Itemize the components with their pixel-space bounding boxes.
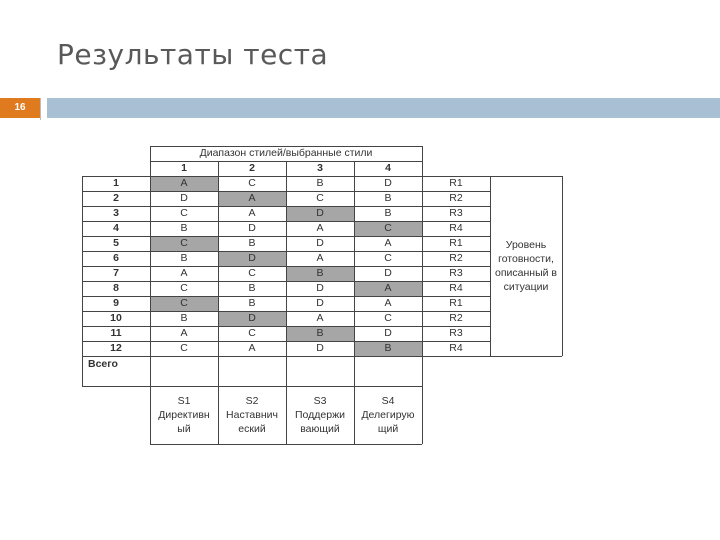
grid-line: [150, 146, 422, 147]
row-number: 9: [113, 297, 119, 310]
readiness-side-label: Уровень готовности, описанный в ситуации: [495, 238, 557, 294]
readiness-level: R2: [449, 192, 463, 205]
grid-line: [354, 161, 355, 444]
table-cell: B: [384, 192, 392, 205]
grid-line: [286, 161, 287, 444]
grid-line: [490, 356, 562, 357]
grid-line: [218, 161, 219, 444]
readiness-level: R4: [449, 342, 463, 355]
row-number: 5: [113, 237, 119, 250]
table-cell: D: [384, 327, 392, 340]
row-number: 12: [110, 342, 122, 355]
grid-line: [150, 146, 151, 444]
row-number: 4: [113, 222, 119, 235]
table-cell: D: [316, 282, 324, 295]
table-cell-selected: A: [354, 281, 422, 296]
table-cell: A: [316, 252, 324, 265]
grid-line: [82, 176, 83, 386]
row-number: 1: [113, 177, 119, 190]
table-cell: A: [180, 267, 188, 280]
readiness-level: R4: [449, 222, 463, 235]
table-cell-selected: C: [150, 296, 218, 311]
style-label: S4 Делегирую щий: [361, 394, 415, 436]
range-header: Диапазон стилей/выбранные стили: [199, 147, 373, 160]
table-cell: A: [316, 312, 324, 325]
col-header: 3: [317, 162, 323, 175]
table-cell: B: [248, 237, 256, 250]
table-cell: C: [384, 312, 392, 325]
table-cell: B: [180, 252, 188, 265]
row-number: 2: [113, 192, 119, 205]
divider-line: [40, 98, 41, 120]
slide-number: 16: [0, 98, 40, 118]
table-cell: B: [248, 282, 256, 295]
table-cell-selected: A: [150, 176, 218, 191]
table-cell: D: [248, 222, 256, 235]
readiness-level: R3: [449, 327, 463, 340]
style-label: S2 Наставнич еский: [226, 394, 278, 436]
table-cell: C: [248, 267, 256, 280]
grid-line: [490, 176, 491, 356]
table-cell: D: [384, 267, 392, 280]
readiness-level: R4: [449, 282, 463, 295]
col-header: 4: [385, 162, 391, 175]
table-cell-selected: A: [218, 191, 286, 206]
readiness-level: R3: [449, 267, 463, 280]
grid-line: [562, 176, 563, 356]
table-cell: A: [384, 297, 392, 310]
table-cell: D: [316, 342, 324, 355]
table-cell: A: [180, 327, 188, 340]
table-cell: C: [248, 177, 256, 190]
readiness-level: R1: [449, 297, 463, 310]
readiness-level: R1: [449, 177, 463, 190]
row-number: 7: [113, 267, 119, 280]
grid-line: [422, 146, 423, 444]
table-cell-selected: C: [354, 221, 422, 236]
table-cell-selected: B: [286, 266, 354, 281]
grid-line: [150, 444, 422, 445]
table-cell-selected: C: [150, 236, 218, 251]
readiness-level: R2: [449, 252, 463, 265]
col-header: 1: [181, 162, 187, 175]
table-cell: C: [180, 342, 188, 355]
table-cell: D: [316, 297, 324, 310]
table-cell: D: [384, 177, 392, 190]
row-number: 8: [113, 282, 119, 295]
table-cell: B: [180, 312, 188, 325]
table-cell: B: [384, 207, 392, 220]
style-label: S3 Поддержи вающий: [295, 394, 345, 436]
table-cell: B: [248, 297, 256, 310]
accent-bar: [47, 98, 720, 118]
col-header: 2: [249, 162, 255, 175]
table-cell: C: [180, 282, 188, 295]
table-cell-selected: D: [218, 311, 286, 326]
row-number: 10: [110, 312, 122, 325]
table-cell: A: [384, 237, 392, 250]
grid-line: [82, 386, 422, 387]
style-label: S1 Директивн ый: [158, 394, 210, 436]
table-cell: B: [180, 222, 188, 235]
table-cell: D: [316, 237, 324, 250]
readiness-level: R1: [449, 237, 463, 250]
table-cell-selected: B: [286, 326, 354, 341]
table-cell: C: [316, 192, 324, 205]
table-cell: A: [248, 207, 256, 220]
table-cell-selected: B: [354, 341, 422, 356]
table-cell: C: [248, 327, 256, 340]
table-cell: A: [316, 222, 324, 235]
slide-title: Результаты теста: [57, 38, 329, 71]
total-label: Всего: [88, 357, 118, 370]
table-cell: C: [384, 252, 392, 265]
table-cell-selected: D: [218, 251, 286, 266]
row-number: 3: [113, 207, 119, 220]
readiness-level: R3: [449, 207, 463, 220]
table-cell: D: [180, 192, 188, 205]
readiness-level: R2: [449, 312, 463, 325]
table-cell: B: [316, 177, 324, 190]
table-cell: C: [180, 207, 188, 220]
row-number: 11: [110, 327, 122, 340]
row-number: 6: [113, 252, 119, 265]
table-cell: A: [248, 342, 256, 355]
table-cell-selected: D: [286, 206, 354, 221]
